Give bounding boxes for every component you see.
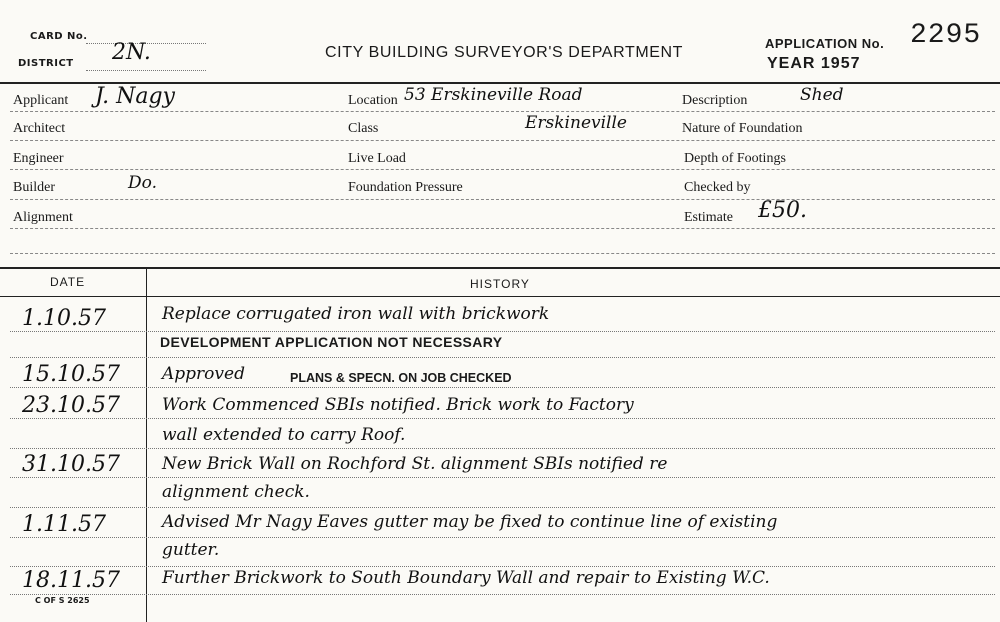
district-line xyxy=(86,70,206,71)
entry-stamp: PLANS & SPECN. ON JOB CHECKED xyxy=(290,371,512,385)
entry-text: Work Commenced SBIs notified. Brick work to Factory xyxy=(162,395,634,415)
row-line xyxy=(10,594,995,595)
field-line xyxy=(10,111,995,112)
entry-date: 15.10.57 xyxy=(22,362,120,387)
row-line xyxy=(10,387,995,388)
row-line xyxy=(10,448,995,449)
estimate-label: Estimate xyxy=(684,210,733,225)
entry-stamp: DEVELOPMENT APPLICATION NOT NECESSARY xyxy=(160,334,503,350)
row-line xyxy=(10,566,995,567)
district-value: 2N. xyxy=(112,40,151,65)
location-label: Location xyxy=(348,93,398,108)
entry-text: New Brick Wall on Rochford St. alignment SBIs notified re xyxy=(162,454,668,474)
foundation-pressure-label: Foundation Pressure xyxy=(348,180,463,195)
history-column-header: HISTORY xyxy=(470,277,530,291)
row-line xyxy=(10,477,995,478)
estimate-value: £50. xyxy=(758,198,807,223)
entry-text: wall extended to carry Roof. xyxy=(162,425,406,445)
entry-text: Approved xyxy=(162,364,245,384)
live-load-label: Live Load xyxy=(348,151,406,166)
builder-value: Do. xyxy=(128,173,157,193)
class-label: Class xyxy=(348,121,379,136)
engineer-label: Engineer xyxy=(13,151,64,166)
date-column-header: DATE xyxy=(50,275,86,289)
applicant-label: Applicant xyxy=(13,93,69,108)
description-value: Shed xyxy=(800,85,844,105)
entry-date: 31.10.57 xyxy=(22,452,120,477)
field-line xyxy=(10,228,995,229)
builder-label: Builder xyxy=(13,180,55,195)
alignment-label: Alignment xyxy=(13,210,73,225)
field-line xyxy=(10,253,995,254)
form-code: C OF S 2625 xyxy=(35,596,90,605)
description-label: Description xyxy=(682,93,748,108)
applicant-value: J. Nagy xyxy=(95,84,175,109)
entry-date: 1.10.57 xyxy=(22,306,106,331)
entry-text: gutter. xyxy=(162,540,220,560)
field-line xyxy=(10,199,995,200)
application-number: 2295 xyxy=(910,20,982,51)
entry-text: Replace corrugated iron wall with brickwork xyxy=(162,304,550,324)
application-label: APPLICATION No. xyxy=(765,36,885,51)
field-line xyxy=(10,169,995,170)
entry-date: 18.11.57 xyxy=(22,568,120,593)
location-value-2: Erskineville xyxy=(525,113,627,133)
row-line xyxy=(10,357,995,358)
year-label: YEAR 1957 xyxy=(767,55,861,72)
history-top-border xyxy=(0,267,1000,269)
date-column-divider xyxy=(146,267,147,622)
entry-text: Advised Mr Nagy Eaves gutter may be fixed to continue line of existing xyxy=(162,512,778,532)
checked-by-label: Checked by xyxy=(684,180,751,195)
entry-text: Further Brickwork to South Boundary Wall and repair to Existing W.C. xyxy=(162,568,770,588)
row-line xyxy=(10,418,995,419)
card-no-label: CARD No. xyxy=(30,31,88,42)
field-line xyxy=(10,140,995,141)
department-title: CITY BUILDING SURVEYOR'S DEPARTMENT xyxy=(325,44,684,61)
header-bottom-border xyxy=(0,296,1000,297)
depth-footings-label: Depth of Footings xyxy=(684,151,786,166)
location-value: 53 Erskineville Road xyxy=(404,85,583,105)
row-line xyxy=(10,537,995,538)
entry-date: 23.10.57 xyxy=(22,393,120,418)
entry-date: 1.11.57 xyxy=(22,512,106,537)
row-line xyxy=(10,507,995,508)
entry-text: alignment check. xyxy=(162,482,310,502)
architect-label: Architect xyxy=(13,121,66,136)
row-line xyxy=(10,331,995,332)
nature-foundation-label: Nature of Foundation xyxy=(682,121,803,136)
district-label: DISTRICT xyxy=(18,58,74,69)
